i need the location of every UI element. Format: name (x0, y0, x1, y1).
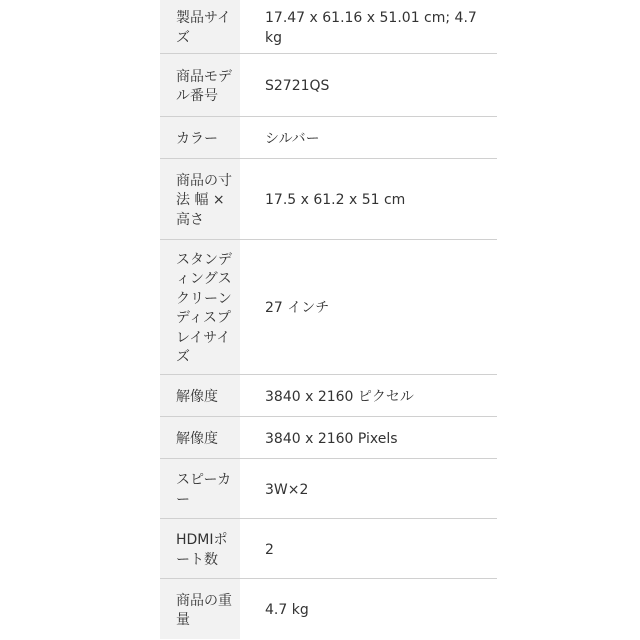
row-label-text: スタンディングスクリーンディスプレイサイズ (176, 251, 232, 365)
row-value-text: シルバー (265, 130, 320, 147)
row-value (240, 0, 497, 53)
row-label-text: HDMIポート数 (176, 532, 228, 568)
table-row (160, 519, 497, 579)
table-row (160, 417, 497, 459)
row-label-text: 商品モデル番号 (176, 68, 232, 104)
row-label-text: スピーカー (176, 472, 232, 508)
row-value (240, 375, 497, 416)
row-value (240, 159, 497, 239)
row-value (240, 417, 497, 458)
row-label (160, 375, 240, 416)
row-label-text: 製品サイズ (176, 10, 232, 46)
row-value-text: 3840 x 2160 ピクセル (265, 388, 414, 405)
row-value-text: 3840 x 2160 Pixels (265, 430, 398, 447)
row-label (160, 417, 240, 458)
table-row (160, 0, 497, 54)
row-value-text: S2721QS (265, 78, 330, 95)
row-value (240, 519, 497, 578)
row-value (240, 117, 497, 158)
row-label-text: 解像度 (176, 388, 218, 405)
row-value-text: 2 (265, 541, 274, 558)
row-label (160, 579, 240, 639)
table-row (160, 579, 497, 639)
row-label-text: 商品の寸法 幅 × 高さ (176, 172, 232, 228)
spec-table (160, 0, 497, 639)
row-value (240, 579, 497, 639)
row-label-text: 商品の重量 (176, 592, 232, 628)
row-label (160, 240, 240, 374)
table-row (160, 459, 497, 519)
row-value-text: 17.47 x 61.16 x 51.01 cm; 4.7 kg (265, 10, 477, 46)
row-label (160, 0, 240, 53)
row-label (160, 519, 240, 578)
row-label-text: カラー (176, 130, 218, 147)
table-row (160, 375, 497, 417)
row-label-text: 解像度 (176, 430, 218, 447)
row-value-text: 4.7 kg (265, 602, 309, 619)
row-value (240, 54, 497, 116)
row-label (160, 159, 240, 239)
row-value-text: 27 インチ (265, 300, 330, 317)
table-row (160, 159, 497, 240)
table-row (160, 240, 497, 375)
row-label (160, 117, 240, 158)
row-value-text: 17.5 x 61.2 x 51 cm (265, 192, 406, 209)
row-label (160, 54, 240, 116)
row-value (240, 240, 497, 374)
row-value-text: 3W×2 (265, 481, 309, 498)
table-row (160, 54, 497, 117)
row-value (240, 459, 497, 518)
row-label (160, 459, 240, 518)
table-row (160, 117, 497, 159)
